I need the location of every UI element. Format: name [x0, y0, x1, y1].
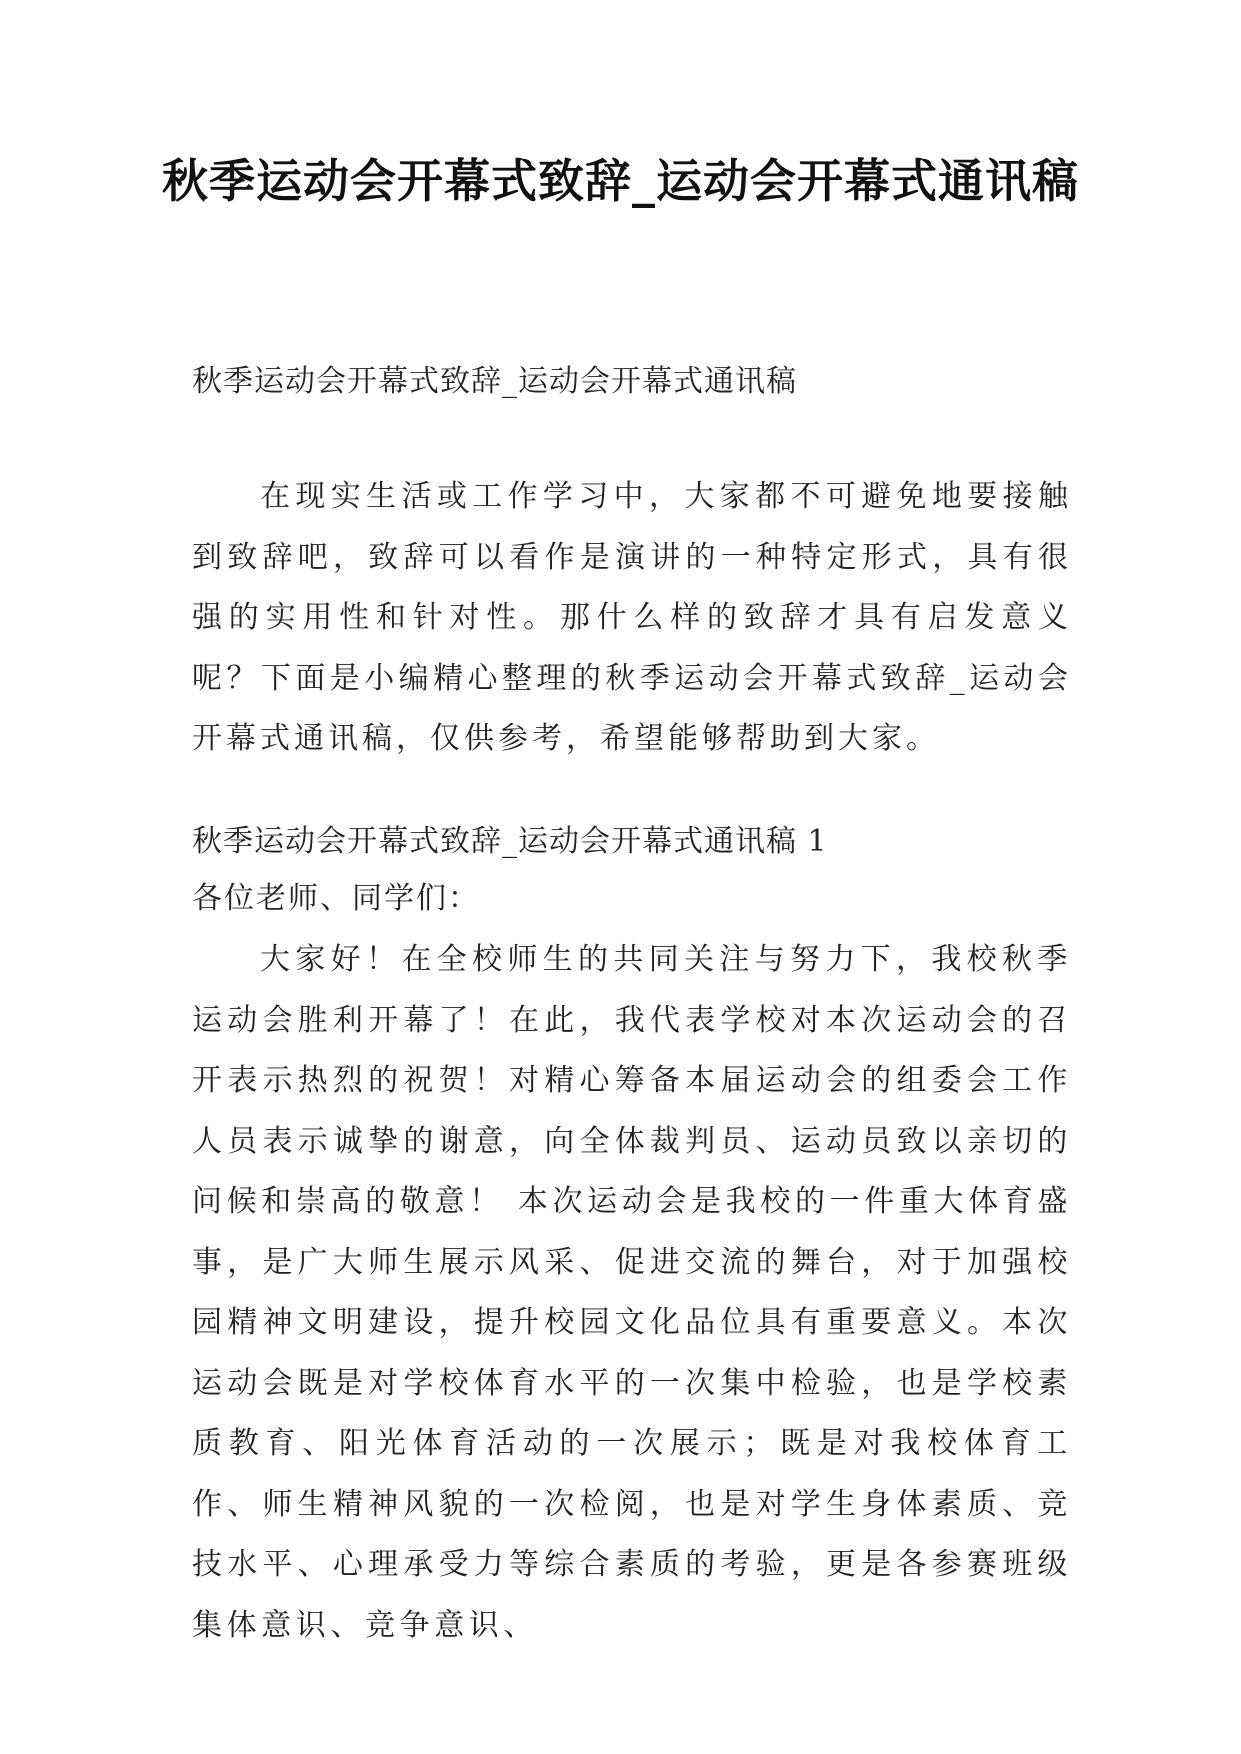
greeting-line: 各位老师、同学们：: [192, 881, 480, 916]
intro-paragraph: 在现实生活或工作学习中，大家都不可避免地要接触到致辞吧，致辞可以看作是演讲的一种特定形式，具有很强的实用性和针对性。那什么样的致辞才具有启发意义呢？下面是小编精心整理的秋季运动会开幕式致辞_运动会开幕式通讯稿，仅供参考，希望能够帮助到大家。: [192, 479, 1072, 756]
section-title: 秋季运动会开幕式致辞_运动会开幕式通讯稿 1: [192, 824, 828, 859]
document-title: 秋季运动会开幕式致辞_运动会开幕式通讯稿: [162, 154, 1079, 208]
document-subtitle: 秋季运动会开幕式致辞_运动会开幕式通讯稿: [192, 364, 797, 399]
body-paragraph: 大家好！在全校师生的共同关注与努力下，我校秋季运动会胜利开幕了！在此，我代表学校对本次运动会的召开表示热烈的祝贺！对精心筹备本届运动会的组委会工作人员表示诚挚的谢意，向全体裁判员、运动员致以亲切的问候和崇高的敬意！ 本次运动会是我校的一件重大体育盛事，是广大师生展示风采、促进交流的舞台，对于加强校园精神文明建设，提升校园文化品位具有重要意义。本次运动会既是对学校体育水平的一次集中检验，也是学校素质教育、阳光体育活动的一次展示；既是对我校体育工作、师生精神风貌的一次检阅，也是对学生身体素质、竞技水平、心理承受力等综合素质的考验，更是各参赛班级集体意识、竞争意识、: [192, 942, 1072, 1643]
